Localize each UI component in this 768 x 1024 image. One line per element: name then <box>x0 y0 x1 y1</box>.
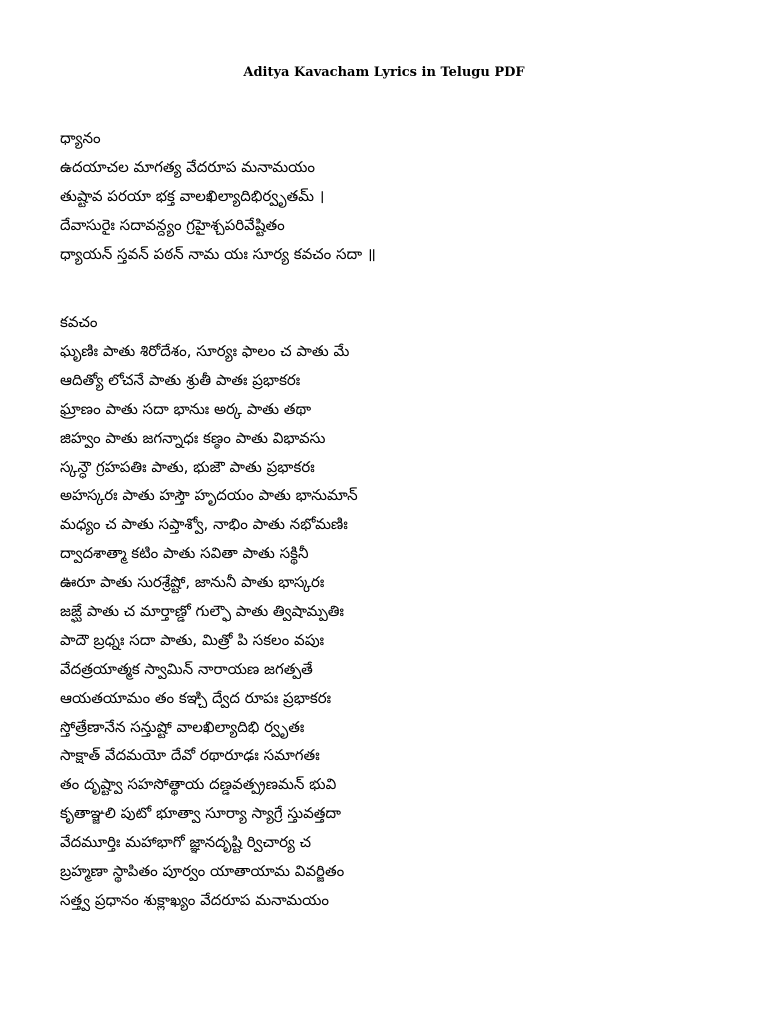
verse-line: ఆయతయామం తం కఞ్చి ద్వేద రూపః ప్రభాకరః <box>60 688 332 707</box>
verse-line: స్కన్ధౌ గ్రహపతిః పాతు, భుజౌ పాతు ప్రభాకరః <box>60 457 315 476</box>
verse-line: ఘృణిః పాతు శిరోదేశం, సూర్యః ఫాలం చ పాతు మే <box>60 342 350 360</box>
verse-line: బ్రహ్మణా స్థాపితం పూర్వం యాతాయామ వివర్జితం <box>60 862 345 881</box>
verse-line: ద్వాదశాత్మా కటిం పాతు సవితా పాతు సక్థినీ <box>60 544 309 563</box>
verse-line: ఆదిత్యో లోచనే పాతు శ్రుతీ పాతః ప్రభాకరః <box>60 370 301 389</box>
verse-line: ఊరూ పాతు సురశ్రేష్టో, జానునీ పాతు భాస్కరః <box>60 573 325 592</box>
verse-line: తుష్టావ పరయా భక్త వాలఖిల్యాదిభిర్వృతమ్ । <box>60 187 325 205</box>
document-title: Aditya Kavacham Lyrics in Telugu PDF <box>243 65 525 80</box>
verse-line: ధ్యాయన్ స్తవన్ పఠన్ నామ యః సూర్య కవచం సదా ॥ <box>60 245 376 263</box>
verse-line: తం దృష్ట్వా సహసోత్థాయ దణ్డవత్ప్రణమన్ భువి <box>60 775 337 794</box>
verse-line: జఙ్ఘే పాతు చ మార్తాణ్డో గుల్ఫౌ పాతు త్విషామ్పతిః <box>60 602 344 621</box>
verse-line: సత్త్వ ప్రధానం శుక్లాఖ్యం వేదరూప మనామయం <box>60 890 329 909</box>
verse-line: కృతాఞ్జలి పుటో భూత్వా సూర్యా స్యాగ్రే స్తువత్తదా <box>60 804 342 823</box>
verse-line: స్తోత్రేణానేన సన్తుష్టో వాలఖిల్యాదిభి ర్వృతః <box>60 717 305 736</box>
verse-line: పాదౌ బ్రధ్నః సదా పాతు, మిత్రో పి సకలం వపుః <box>60 630 325 649</box>
verse-line: వేదత్రయాత్మక స్వామిన్ నారాయణ జగత్పతే <box>60 659 313 678</box>
verse-line: మధ్యం చ పాతు సప్తాశ్వో, నాభిం పాతు నభోమణిః <box>60 515 348 534</box>
kavacham-section <box>60 308 740 915</box>
verse-line: ఉదయాచల మాగత్య వేదరూప మనామయం <box>60 158 316 176</box>
verse-line: సాక్షాత్ వేదమయో దేవో రథారూఢః సమాగతః <box>60 746 320 765</box>
verse-line: దేవాసురైః సదావన్ద్యం గ్రహైశ్చపరివేష్టితం <box>60 216 285 234</box>
verse-line: జిహ్వం పాతు జగన్నాధః కణ్ఠం పాతు విభావసు <box>60 428 326 447</box>
verse-line: అహస్కరః పాతు హస్తౌ హృదయం పాతు భానుమాన్ <box>60 486 358 505</box>
kavacham-heading: కవచం <box>60 313 98 331</box>
verse-line: వేదమూర్తిః మహాభాగో జ్ఞానదృష్టి ర్విచార్య చ <box>60 833 312 852</box>
dhyanam-heading: ధ్యానం <box>60 129 101 147</box>
verse-line: ఘ్రాణం పాతు సదా భానుః అర్క పాతు తథా <box>60 399 312 418</box>
dhyanam-section <box>60 124 740 269</box>
